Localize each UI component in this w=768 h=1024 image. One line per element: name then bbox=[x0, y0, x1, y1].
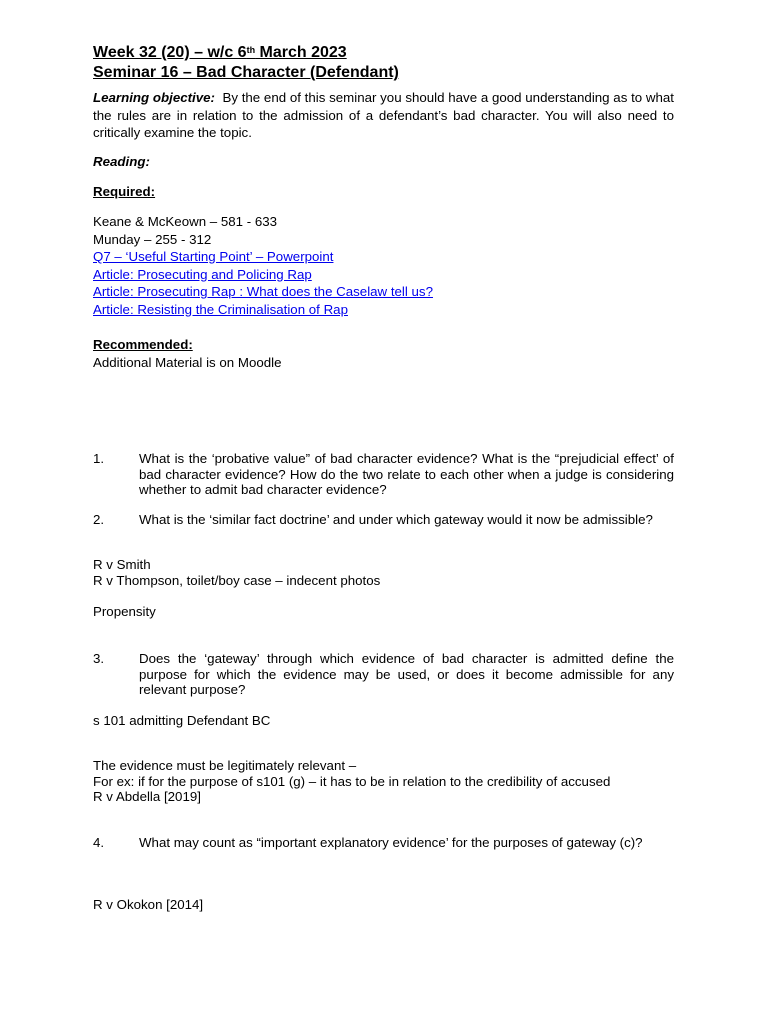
question-2 bbox=[93, 512, 674, 528]
relevance-note: The evidence must be legitimately relevant – bbox=[93, 758, 357, 773]
link-useful-starting-point[interactable]: Q7 – ‘Useful Starting Point’ – Powerpoint bbox=[93, 249, 334, 264]
link-prosecuting-rap-caselaw[interactable]: Article: Prosecuting Rap : What does the Caselaw tell us? bbox=[93, 284, 433, 299]
relevance-notes bbox=[93, 758, 674, 805]
question-number: 3. bbox=[93, 651, 105, 666]
heading-week: Week 32 (20) – w/c 6th March 2023 bbox=[93, 44, 347, 61]
learning-objective-text: By the end of this seminar you should have a good understanding as to what the rules are in relation to the admission of a defendant’s bad character. You will also need to critically examine the topic. bbox=[93, 90, 674, 140]
case-note: R v Thompson, toilet/boy case – indecent photos bbox=[93, 572, 381, 588]
heading-seminar: Seminar 16 – Bad Character (Defendant) bbox=[93, 64, 399, 81]
q2-cases bbox=[93, 557, 674, 588]
question-number: 2. bbox=[93, 512, 105, 527]
relevance-note: R v Abdella [2019] bbox=[93, 789, 201, 804]
propensity-note: Propensity bbox=[93, 604, 156, 619]
link-prosecuting-policing-rap[interactable]: Article: Prosecuting and Policing Rap bbox=[93, 266, 312, 282]
question-number: 1. bbox=[93, 451, 105, 466]
question-text: What is the ‘probative value” of bad character evidence? What is the “prejudicial effect’ of bad character evidence? How do the two relate to each other when a judge is considering whether to admit bad character evidence? bbox=[139, 451, 674, 497]
link-resisting-criminalisation[interactable]: Article: Resisting the Criminalisation of Rap bbox=[93, 301, 348, 317]
question-text: What is the ‘similar fact doctrine’ and under which gateway would it now be admissible? bbox=[139, 512, 653, 527]
recommended-text: Additional Material is on Moodle bbox=[93, 355, 282, 370]
learning-objective-label: Learning objective: bbox=[93, 90, 215, 105]
relevance-note: For ex: if for the purpose of s101 (g) – it has to be in relation to the credibility of accused bbox=[93, 773, 611, 789]
required-item: Munday – 255 - 312 bbox=[93, 231, 212, 247]
question-number: 4. bbox=[93, 835, 105, 850]
okokon-note: R v Okokon [2014] bbox=[93, 897, 204, 912]
question-3 bbox=[93, 651, 674, 698]
case-note: R v Smith bbox=[93, 557, 151, 572]
question-1 bbox=[93, 451, 674, 498]
learning-objective bbox=[93, 89, 674, 142]
s101-note: s 101 admitting Defendant BC bbox=[93, 713, 271, 728]
recommended-label: Recommended: bbox=[93, 337, 193, 352]
question-text: What may count as “important explanatory evidence’ for the purposes of gateway (c)? bbox=[139, 835, 643, 850]
question-4 bbox=[93, 835, 674, 851]
question-text: Does the ‘gateway’ through which evidence of bad character is admitted define the purpose for which the evidence may be used, or does it become admissible for any relevant purpose? bbox=[139, 651, 674, 697]
required-list bbox=[93, 213, 674, 318]
required-label: Required: bbox=[93, 184, 156, 199]
required-item: Keane & McKeown – 581 - 633 bbox=[93, 214, 278, 229]
reading-label: Reading: bbox=[93, 154, 150, 169]
